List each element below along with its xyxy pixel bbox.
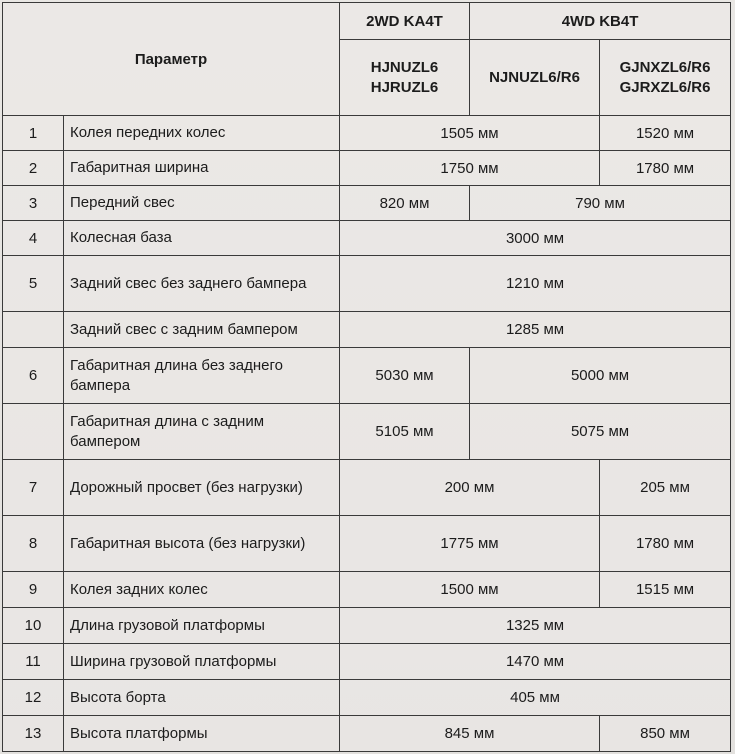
row-value: 5075 мм <box>470 404 731 460</box>
row-value: 1500 мм <box>340 572 600 608</box>
row-value: 1780 мм <box>600 516 731 572</box>
row-name: Колея задних колес <box>64 572 340 608</box>
spec-table <box>2 2 731 752</box>
row-name: Дорожный просвет (без нагрузки) <box>64 460 340 516</box>
header-model-b: NJNUZL6/R6 <box>470 40 600 116</box>
header-param: Параметр <box>3 3 340 116</box>
row-name: Габаритная длина без заднего бампера <box>64 348 340 404</box>
row-value: 1520 мм <box>600 116 731 151</box>
row-number <box>3 404 64 460</box>
row-value: 5105 мм <box>340 404 470 460</box>
row-value: 790 мм <box>470 186 731 221</box>
row-value: 200 мм <box>340 460 600 516</box>
row-value: 1325 мм <box>340 608 731 644</box>
row-number: 8 <box>3 516 64 572</box>
row-number: 5 <box>3 256 64 312</box>
row-value: 5000 мм <box>470 348 731 404</box>
row-number: 2 <box>3 151 64 186</box>
row-value: 5030 мм <box>340 348 470 404</box>
row-name: Высота платформы <box>64 716 340 752</box>
row-value: 845 мм <box>340 716 600 752</box>
table-row <box>3 116 731 151</box>
row-value: 3000 мм <box>340 221 731 256</box>
row-name: Габаритная длина с задним бампером <box>64 404 340 460</box>
row-number: 4 <box>3 221 64 256</box>
row-value: 1285 мм <box>340 312 731 348</box>
row-number: 9 <box>3 572 64 608</box>
row-value: 1505 мм <box>340 116 600 151</box>
row-name: Габаритная ширина <box>64 151 340 186</box>
table-row <box>3 716 731 752</box>
row-value: 1515 мм <box>600 572 731 608</box>
row-value: 205 мм <box>600 460 731 516</box>
row-name: Колесная база <box>64 221 340 256</box>
row-number: 11 <box>3 644 64 680</box>
table-row <box>3 644 731 680</box>
row-number: 3 <box>3 186 64 221</box>
row-number <box>3 312 64 348</box>
row-name: Ширина грузовой платформы <box>64 644 340 680</box>
row-number: 6 <box>3 348 64 404</box>
row-value: 850 мм <box>600 716 731 752</box>
row-name: Габаритная высота (без нагрузки) <box>64 516 340 572</box>
row-value: 1470 мм <box>340 644 731 680</box>
row-name: Колея передних колес <box>64 116 340 151</box>
table-row <box>3 516 731 572</box>
table-row <box>3 608 731 644</box>
row-name: Высота борта <box>64 680 340 716</box>
header-model-c <box>600 40 731 116</box>
header-model-a-line1: HJNUZL6 <box>370 58 439 76</box>
header-model-a-line2: HJRUZL6 <box>370 78 439 96</box>
row-value: 1210 мм <box>340 256 731 312</box>
table-row <box>3 186 731 221</box>
table-row <box>3 348 731 404</box>
row-name: Задний свес с задним бампером <box>64 312 340 348</box>
row-number: 10 <box>3 608 64 644</box>
row-name: Передний свес <box>64 186 340 221</box>
row-name: Длина грузовой платформы <box>64 608 340 644</box>
row-number: 12 <box>3 680 64 716</box>
row-value: 820 мм <box>340 186 470 221</box>
row-value: 405 мм <box>340 680 731 716</box>
table-row <box>3 151 731 186</box>
row-number: 7 <box>3 460 64 516</box>
header-row-groups <box>3 3 731 40</box>
row-number: 1 <box>3 116 64 151</box>
table-row <box>3 404 731 460</box>
table-row <box>3 572 731 608</box>
table-row <box>3 221 731 256</box>
row-name: Задний свес без заднего бампера <box>64 256 340 312</box>
table-row <box>3 312 731 348</box>
header-model-c-line1: GJNXZL6/R6 <box>619 58 711 76</box>
row-number: 13 <box>3 716 64 752</box>
header-group-2wd: 2WD KA4T <box>340 3 470 40</box>
table-row <box>3 256 731 312</box>
table-row <box>3 460 731 516</box>
table-row <box>3 680 731 716</box>
header-model-a <box>340 40 470 116</box>
header-group-4wd: 4WD KB4T <box>470 3 731 40</box>
row-value: 1780 мм <box>600 151 731 186</box>
row-value: 1775 мм <box>340 516 600 572</box>
row-value: 1750 мм <box>340 151 600 186</box>
header-model-c-line2: GJRXZL6/R6 <box>619 78 711 96</box>
